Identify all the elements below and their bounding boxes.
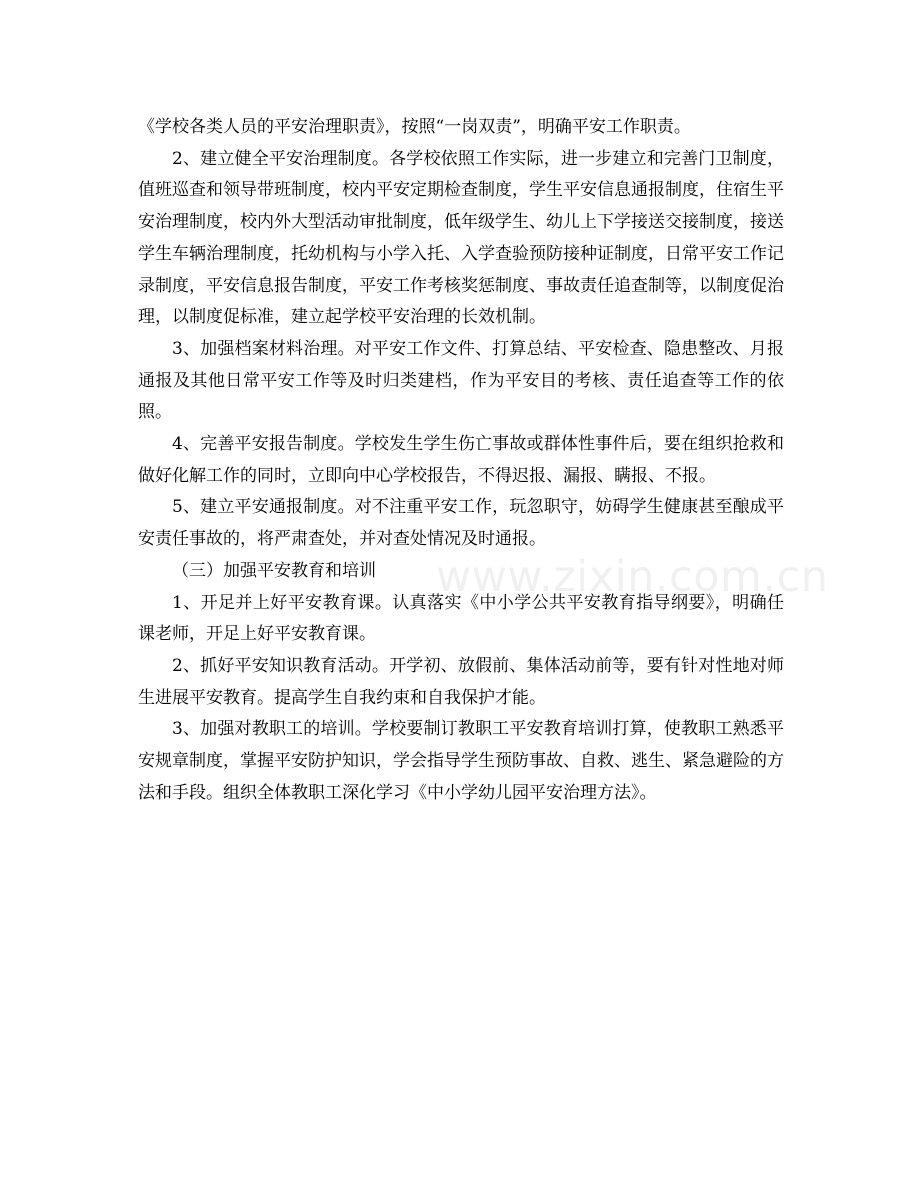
paragraph-item-4-reporting: 4、完善平安报告制度。学校发生学生伤亡事故或群体性事件后，要在组织抢救和做好化解工作的同时，立即向中心学校报告，不得迟报、漏报、瞒报、不报。 [138,434,784,486]
paragraph-item-5-notification: 5、建立平安通报制度。对不注重平安工作，玩忽职守，妨碍学生健康甚至酿成平安责任事故的，将严肃查处，并对查处情况及时通报。 [138,497,784,550]
document-body [138,112,784,809]
paragraph-training-item-2: 2、抓好平安知识教育活动。开学初、放假前、集体活动前等，要有针对性地对师生进展平安教育。提高学生自我约束和自我保护才能。 [138,655,784,708]
section-heading-three: （三）加强平安教育和培训 [172,560,376,581]
paragraph-continuation: 《学校各类人员的平安治理职责》，按照“一岗双责”，明确平安工作职责。 [138,117,691,137]
paragraph-item-3-archives: 3、加强档案材料治理。对平安工作文件、打算总结、平安检查、隐患整改、月报通报及其他日常平安工作等及时归类建档，作为平安目的考核、责任追查等工作的依照。 [138,338,784,423]
paragraph-training-item-3: 3、加强对教职工的培训。学校要制订教职工平安教育培训打算，使教职工熟悉平安规章制度，掌握平安防护知识，学会指导学生预防事故、自救、逃生、紧急避险的方法和手段。组织全体教职工深化学习《中小学幼儿园平安治理方法》。 [138,719,784,803]
paragraph-training-item-1: 1、开足并上好平安教育课。认真落实《中小学公共平安教育指导纲要》，明确任课老师，开足上好平安教育课。 [138,592,784,645]
watermark: www.zixin.com.cn [436,552,829,602]
paragraph-item-2-safety-system: 2、建立健全平安治理制度。各学校依照工作实际，进一步建立和完善门卫制度，值班巡查和领导带班制度，校内平安定期检查制度，学生平安信息通报制度，住宿生平安治理制度，校内外大型活动审批制度，低年级学生、幼儿上下学接送交接制度，接送学生车辆治理制度，托幼机构与小学入托、入学查验预防接种证制度，日常平安工作记录制度，平安信息报告制度，平安工作考核奖惩制度、事故责任追查制等，以制度促治理，以制度促标准，建立起学校平安治理的长效机制。 [138,148,784,328]
